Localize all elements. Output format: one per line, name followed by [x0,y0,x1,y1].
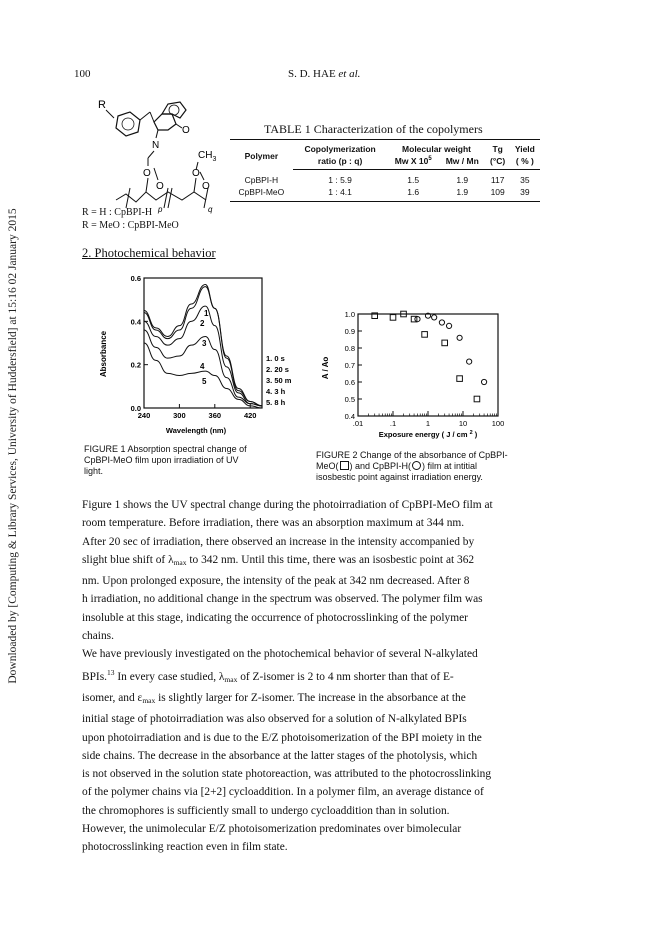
text-line: However, the unimolecular E/Z photoisomerization predominates over bimolecular [82,823,462,836]
col-polymer: Polymer [230,140,293,170]
fig2-ytick-label: 0.5 [344,395,355,404]
fig2-circle-point [481,379,486,384]
download-notice-text: Downloaded by [Computing & Library Services, University of Huddersfield] at 15:16 02 January 2015 [7,208,19,684]
fig1-legend-item: 4. 3 h [266,387,286,396]
structure-label-h: R = H : CpBPI-H [82,207,153,218]
fig1-curve-number: 3 [202,339,207,348]
fig2-ytick-label: 1.0 [344,310,355,319]
fig2-circle-point [432,315,437,320]
fig1-curve-number: 1 [204,309,209,318]
fig1-legend-item: 3. 50 m [266,376,292,385]
text-line: upon photoirradiation and is due to the E/Z photoisomerization of the BPI moiety in the [82,731,482,744]
fig1-legend-item: 5. 8 h [266,398,286,407]
col-yield-unit: ( % ) [510,155,540,170]
fig1-xtick-label: 420 [243,411,257,420]
text-line: nm. Upon prolonged exposure, the intensity of the peak at 342 nm decreased. After 8 [82,575,470,588]
text-line: of the polymer chains via [2+2] cycloaddition. In a polymer film, an average distance of [82,786,484,799]
fig1-curve-number: 5 [202,377,207,386]
text-line: chains. [82,630,114,643]
fig1-curve-number: 2 [200,319,205,328]
fig2-square-point [442,340,448,346]
fig2-circle-point [467,359,472,364]
fig1-xtick-label: 240 [137,411,151,420]
svg-text:O: O [192,168,200,179]
col-tg-unit: (°C) [486,155,510,170]
fig1-xtick-label: 360 [208,411,222,420]
fig2-xtick-label: .1 [389,419,397,428]
text-line: h irradiation, no additional change in the spectrum was observed. The polymer film was [82,593,483,606]
col-copolymerization: Copolymerization [293,140,388,156]
square-icon [340,461,349,470]
fig2-xtick-label: 10 [458,419,468,428]
fig1-ylabel: Absorbance [99,330,108,378]
text-line: side chains. The decrease in the absorbance at the latter stages of the photolysis, which [82,749,478,762]
fig2-xtick-label: 1 [425,419,431,428]
fig1-ytick-label: 0.6 [130,274,141,283]
fig2-ytick-label: 0.9 [344,327,355,336]
fig1-curve-number: 4 [200,362,205,371]
fig2-plot-frame [358,314,498,416]
svg-text:O: O [156,181,164,192]
fig2-square-point [457,376,463,382]
fig1-ytick-label: 0.4 [130,317,141,327]
text-line: initial stage of photoirradiation was also observed for a solution of N-alkylated BPIs [82,713,467,726]
fig2-ylabel: A / Ao [321,356,330,380]
svg-text:N: N [152,140,160,151]
running-head: S. D. HAE et al. [288,68,361,80]
download-notice [2,186,24,706]
text-line: the chromophores is sufficiently small to undergo cycloaddition than in solution. [82,804,450,817]
figure-2-caption: FIGURE 2 Change of the absorbance of CpBPI- MeO( ) and CpBPI-H( ) film at intitial isosbestic point against irradiation energy. [316,450,508,482]
figure-1-absorption-spectra [96,270,296,440]
svg-text:CH3: $CH_3$ [198,150,217,163]
text-line: is not observed in the solution state photoreaction, was attributed to the photocrosslinking [82,768,492,781]
fig2-ytick-label: 0.6 [344,378,355,387]
fig2-square-point [390,315,396,321]
fig1-xlabel: Wavelength (nm) [165,426,227,435]
fig2-ytick-label: 0.7 [344,361,355,370]
fig2-square-point [474,396,480,402]
svg-text:O: O [143,168,151,179]
table-title: TABLE 1 Characterization of the copolymers [264,122,483,136]
table-row: CpBPI-MeO 1 : 4.1 1.6 1.9 109 39 [230,186,540,202]
svg-text:O: O [182,125,190,136]
fig2-xlabel: Exposure energy ( J / cm $^2$ ) [378,430,478,439]
fig1-ytick-label: 0.0 [130,404,141,413]
svg-text:p: p [158,205,163,214]
col-molecular-weight: Molecular weight [387,140,485,156]
text-line: After 20 sec of irradiation, there observed an increase in the intensity accompanied by [82,535,475,548]
fig2-ytick-label: 0.8 [344,344,355,353]
figure-1-caption: FIGURE 1 Absorption spectral change of CpBPI-MeO film upon irradiation of UV light. [84,444,247,476]
paragraph-1 [82,496,574,645]
col-mw: Mw X $10^5$ [387,155,438,170]
paragraph-2: We have previously investigated on the photochemical behavior of several N-alkylated BPIs.$^{13}$ In every case studied, $\lambda_{max}$ of Z-isomer is 2 to 4 nm shorter than that of E- isomer, and $\varepsilon_{max}$ is slightly larger for Z-isomer. The increase in the absorbance at the initial stage of photoirradiation was also observed for a solution of N-alkylated BPIs upon photoirradiation and is due to the E/Z photoisomerization of the BPI moiety in the side chains. The decrease in the absorbance at the latter stages of the photolysis, which is not observed in the solution state photoreaction, was attributed to the photocrosslinking of the polymer chains via [2+2] cycloaddition. In a polymer film, an average distance of the chromophores is sufficiently small to undergo cycloaddition than in solution. However, the unimolecular E/Z photoisomerization predominates over bimolecular photocrosslinking reaction even in film state. [82,645,574,856]
svg-text:O: O [202,181,210,192]
text-line: insoluble at this stage, indicating the occurrence of photocrosslinking of the polymer [82,611,468,624]
fig2-circle-point [446,323,451,328]
fig1-ytick-label: 0.2 [130,360,141,370]
fig2-circle-point [439,320,444,325]
col-yield: Yield [510,140,540,156]
col-ratio: ratio (p : q) [293,155,388,170]
fig1-legend-item: 2. 20 s [266,365,289,374]
col-mw-mn: Mw / Mn [439,155,486,170]
text-line: room temperature. Before irradiation, there was an absorption maximum at 344 nm. [82,517,465,530]
text-line: photocrosslinking reaction even in film state. [82,841,288,854]
page-number: 100 [74,68,91,80]
svg-text:q: q [208,205,213,214]
circle-icon [412,461,421,470]
structure-label-meo: R = MeO : CpBPI-MeO [82,220,179,231]
text-line: Figure 1 shows the UV spectral change during the photoirradiation of CpBPI-MeO film at [82,499,493,511]
fig2-circle-point [457,335,462,340]
fig1-xtick-label: 300 [173,411,186,420]
table-row: CpBPI-H 1 : 5.9 1.5 1.9 117 35 [244,174,530,185]
fig2-ytick-label: 0.4 [344,412,355,421]
figure-2-absorbance-change [320,306,520,446]
fig2-xtick-label: .01 [352,419,364,428]
body-text [82,496,574,857]
svg-text:R: R [98,99,106,111]
col-tg: Tg [486,140,510,156]
fig2-circle-point [415,317,420,322]
copolymer-table [230,139,540,202]
section-heading: 2. Photochemical behavior [82,246,216,260]
fig1-legend-item: 1. 0 s [266,354,285,363]
fig2-xtick-label: 100 [491,419,505,428]
fig2-square-point [422,332,428,338]
text-line: slight blue shift of $\lambda_{max}$ to 342 nm. Until this time, there was an isosbestic point at 362 [82,553,475,567]
